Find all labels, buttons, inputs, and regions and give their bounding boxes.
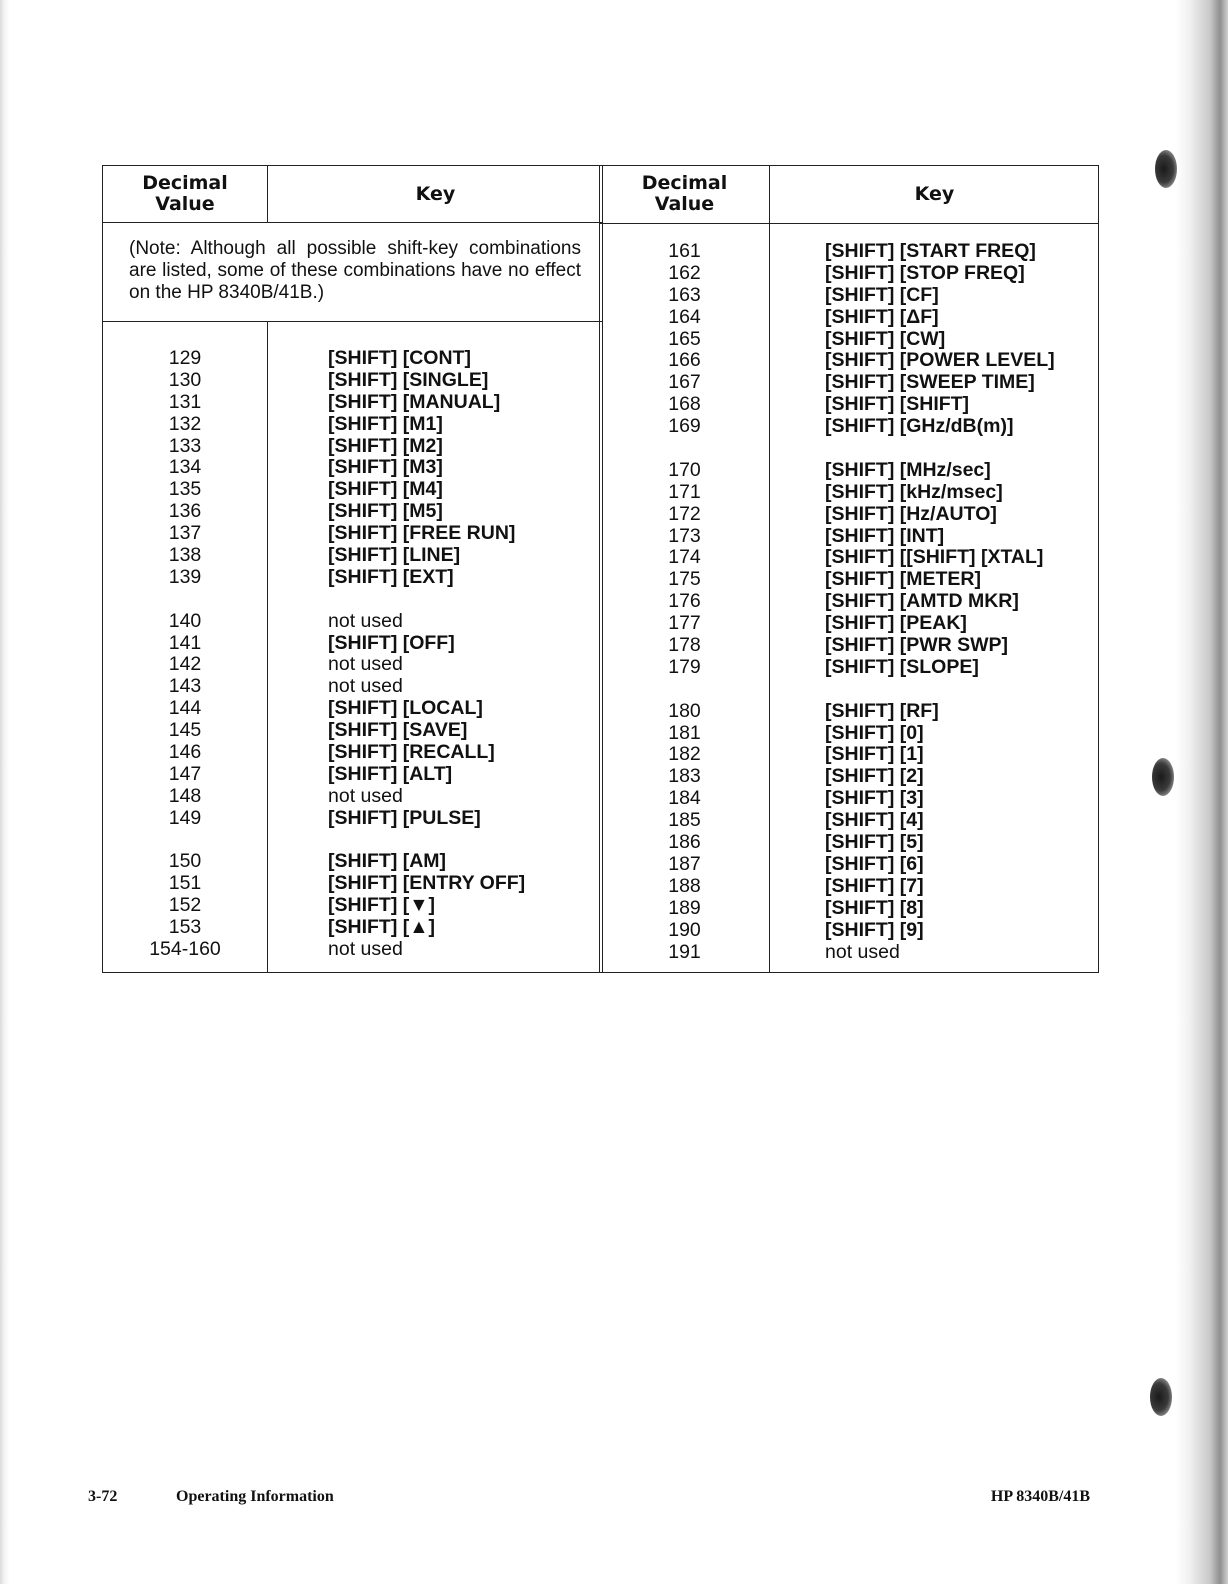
decimal-value-cell: 144: [168, 697, 202, 720]
key-cell: [SHIFT] [FREE RUN]: [328, 522, 516, 545]
key-cell: [SHIFT] [CF]: [825, 283, 939, 306]
decimal-value-cell: 151: [168, 872, 202, 895]
scan-right-edge: [1176, 0, 1228, 1584]
header-key-right: Key: [914, 182, 955, 205]
decimal-value-cell: 179: [668, 655, 701, 678]
decimal-value-cell: 164: [668, 305, 701, 328]
left-value-column: [103, 348, 267, 961]
decimal-value-cell: 170: [668, 458, 701, 481]
decimal-value-cell: 185: [668, 809, 701, 832]
decimal-value-cell: 182: [668, 743, 701, 766]
decimal-value-cell: 132: [168, 412, 202, 435]
binder-hole-middle: [1152, 758, 1174, 796]
key-cell: [SHIFT] [MANUAL]: [328, 390, 501, 413]
decimal-value-cell: 166: [668, 349, 701, 372]
group-gap: [328, 830, 598, 852]
key-cell: [SHIFT] [ALT]: [328, 762, 453, 785]
key-cell: not used: [328, 784, 403, 807]
decimal-value-cell: 154-160: [149, 938, 221, 961]
decimal-value-cell: 167: [668, 371, 701, 394]
decimal-value-cell: 176: [668, 590, 701, 613]
decimal-value-cell: 148: [168, 784, 202, 807]
decimal-value-cell: 141: [168, 631, 202, 654]
group-gap: [103, 589, 267, 611]
key-cell: [SHIFT] [1]: [825, 743, 924, 766]
decimal-value-cell: 139: [168, 565, 202, 588]
decimal-value-cell: 190: [668, 918, 701, 941]
group-gap: [825, 679, 1095, 701]
note-text: (Note: Although all possible shift-key combinations are listed, some of these combinations have no effect on the HP 8340B/41B.): [129, 238, 581, 303]
footer-model: HP 8340B/41B: [990, 1488, 1090, 1505]
right-value-column: [600, 241, 769, 963]
key-cell: [SHIFT] [RECALL]: [328, 741, 495, 764]
group-gap: [600, 438, 769, 460]
key-cell: [SHIFT] [M4]: [328, 478, 443, 501]
key-cell: [SHIFT] [STOP FREQ]: [825, 261, 1025, 284]
decimal-value-cell: 168: [668, 393, 701, 416]
decimal-value-cell: 142: [168, 653, 202, 676]
binder-hole-bottom: [1150, 1378, 1172, 1416]
decimal-value-cell: 152: [168, 894, 202, 917]
key-cell: not used: [825, 940, 900, 963]
left-key-column: [328, 348, 598, 961]
decimal-value-cell: 153: [168, 916, 202, 939]
key-cell: [SHIFT] [INT]: [825, 524, 945, 547]
decimal-value-cell: 172: [668, 502, 701, 525]
key-cell: not used: [328, 675, 403, 698]
key-cell: [SHIFT] [ΔF]: [825, 305, 939, 328]
footer-page-number: 3-72: [88, 1488, 118, 1505]
key-cell: [SHIFT] [RF]: [825, 699, 939, 722]
key-cell: [SHIFT] [SAVE]: [328, 719, 468, 742]
key-cell: not used: [328, 653, 403, 676]
key-cell: [SHIFT] [3]: [825, 787, 924, 810]
decimal-value-cell: 189: [668, 896, 701, 919]
decimal-value-cell: 150: [168, 850, 202, 873]
key-cell: [SHIFT] [0]: [825, 721, 924, 744]
decimal-value-cell: 187: [668, 852, 701, 875]
key-cell: [SHIFT] [EXT]: [328, 565, 454, 588]
key-cell: [SHIFT] [PULSE]: [328, 806, 481, 829]
decimal-value-cell: 171: [668, 480, 701, 503]
table-left-half: [102, 165, 603, 973]
decimal-value-cell: 161: [668, 240, 701, 262]
group-gap: [825, 438, 1095, 460]
key-cell: [SHIFT] [LOCAL]: [328, 697, 483, 720]
key-cell: [SHIFT] [M1]: [328, 412, 443, 435]
key-cell: [SHIFT] [▼]: [328, 894, 436, 917]
header-key-left: Key: [415, 182, 456, 205]
decimal-value-cell: 186: [668, 831, 701, 854]
key-cell: [SHIFT] [SLOPE]: [825, 655, 979, 678]
decimal-value-cell: 134: [168, 456, 202, 479]
decimal-value-cell: 146: [168, 741, 202, 764]
binder-hole-top: [1155, 150, 1177, 188]
decimal-value-cell: 136: [168, 500, 202, 523]
header-decimal-value-right: Decimal Value: [641, 172, 728, 215]
header-decimal-value-left: Decimal Value: [142, 172, 228, 215]
decimal-value-cell: 130: [168, 368, 202, 391]
decimal-value-cell: 131: [168, 390, 202, 413]
key-cell: [SHIFT] [CONT]: [328, 347, 471, 369]
decimal-value-cell: 143: [168, 675, 202, 698]
decimal-value-cell: 180: [668, 699, 701, 722]
key-cell: [SHIFT] [[SHIFT] [XTAL]: [825, 546, 1044, 569]
decimal-value-cell: 149: [168, 806, 202, 829]
group-gap: [600, 679, 769, 701]
key-cell: [SHIFT] [PEAK]: [825, 612, 967, 635]
decimal-value-cell: 165: [668, 327, 701, 350]
key-cell: [SHIFT] [METER]: [825, 568, 981, 591]
table-right-half: [599, 165, 1099, 973]
scan-left-edge: [0, 0, 12, 1584]
key-cell: [SHIFT] [SWEEP TIME]: [825, 371, 1035, 394]
decimal-value-cell: 188: [668, 874, 701, 897]
right-key-column: [825, 241, 1095, 963]
decimal-value-cell: 147: [168, 762, 202, 785]
key-cell: [SHIFT] [SHIFT]: [825, 393, 970, 416]
key-cell: [SHIFT] [MHz/sec]: [825, 458, 991, 481]
group-gap: [103, 830, 267, 852]
key-cell: [SHIFT] [2]: [825, 765, 924, 788]
key-cell: [SHIFT] [7]: [825, 874, 924, 897]
decimal-value-cell: 178: [668, 634, 701, 657]
key-cell: [SHIFT] [Hz/AUTO]: [825, 502, 997, 525]
key-cell: [SHIFT] [8]: [825, 896, 924, 919]
decimal-value-cell: 145: [168, 719, 202, 742]
key-cell: [SHIFT] [LINE]: [328, 544, 461, 567]
key-cell: [SHIFT] [AM]: [328, 850, 447, 873]
key-cell: [SHIFT] [4]: [825, 809, 924, 832]
decimal-value-cell: 184: [668, 787, 701, 810]
decimal-value-cell: 177: [668, 612, 701, 635]
key-cell: [SHIFT] [M5]: [328, 500, 443, 523]
decimal-value-cell: 133: [168, 434, 202, 457]
key-cell: [SHIFT] [GHz/dB(m)]: [825, 415, 1014, 438]
key-cell: [SHIFT] [START FREQ]: [825, 240, 1036, 262]
key-cell: [SHIFT] [AMTD MKR]: [825, 590, 1019, 613]
key-cell: [SHIFT] [SINGLE]: [328, 368, 489, 391]
decimal-value-cell: 191: [668, 940, 701, 963]
decimal-value-cell: 181: [668, 721, 701, 744]
decimal-value-cell: 163: [668, 283, 701, 306]
decimal-value-cell: 138: [168, 544, 202, 567]
decimal-value-cell: 135: [168, 478, 202, 501]
key-cell: [SHIFT] [5]: [825, 831, 924, 854]
decimal-value-cell: 183: [668, 765, 701, 788]
key-cell: [SHIFT] [M2]: [328, 434, 443, 457]
decimal-value-cell: 175: [668, 568, 701, 591]
footer-section-title: Operating Information: [176, 1488, 334, 1505]
key-cell: [SHIFT] [▲]: [328, 916, 436, 939]
decimal-value-cell: 129: [168, 347, 202, 369]
key-cell: not used: [328, 938, 403, 961]
decimal-value-cell: 137: [168, 522, 202, 545]
key-code-table: [102, 165, 1098, 973]
key-cell: [SHIFT] [kHz/msec]: [825, 480, 1003, 503]
key-cell: [SHIFT] [PWR SWP]: [825, 634, 1009, 657]
key-cell: [SHIFT] [OFF]: [328, 631, 455, 654]
key-cell: [SHIFT] [M3]: [328, 456, 443, 479]
key-cell: [SHIFT] [6]: [825, 852, 924, 875]
decimal-value-cell: 140: [168, 609, 202, 632]
key-cell: [SHIFT] [CW]: [825, 327, 946, 350]
key-cell: not used: [328, 609, 403, 632]
key-cell: [SHIFT] [POWER LEVEL]: [825, 349, 1055, 372]
key-cell: [SHIFT] [ENTRY OFF]: [328, 872, 526, 895]
decimal-value-cell: 169: [668, 415, 701, 438]
decimal-value-cell: 174: [668, 546, 701, 569]
key-cell: [SHIFT] [9]: [825, 918, 924, 941]
decimal-value-cell: 173: [668, 524, 701, 547]
decimal-value-cell: 162: [668, 261, 701, 284]
group-gap: [328, 589, 598, 611]
